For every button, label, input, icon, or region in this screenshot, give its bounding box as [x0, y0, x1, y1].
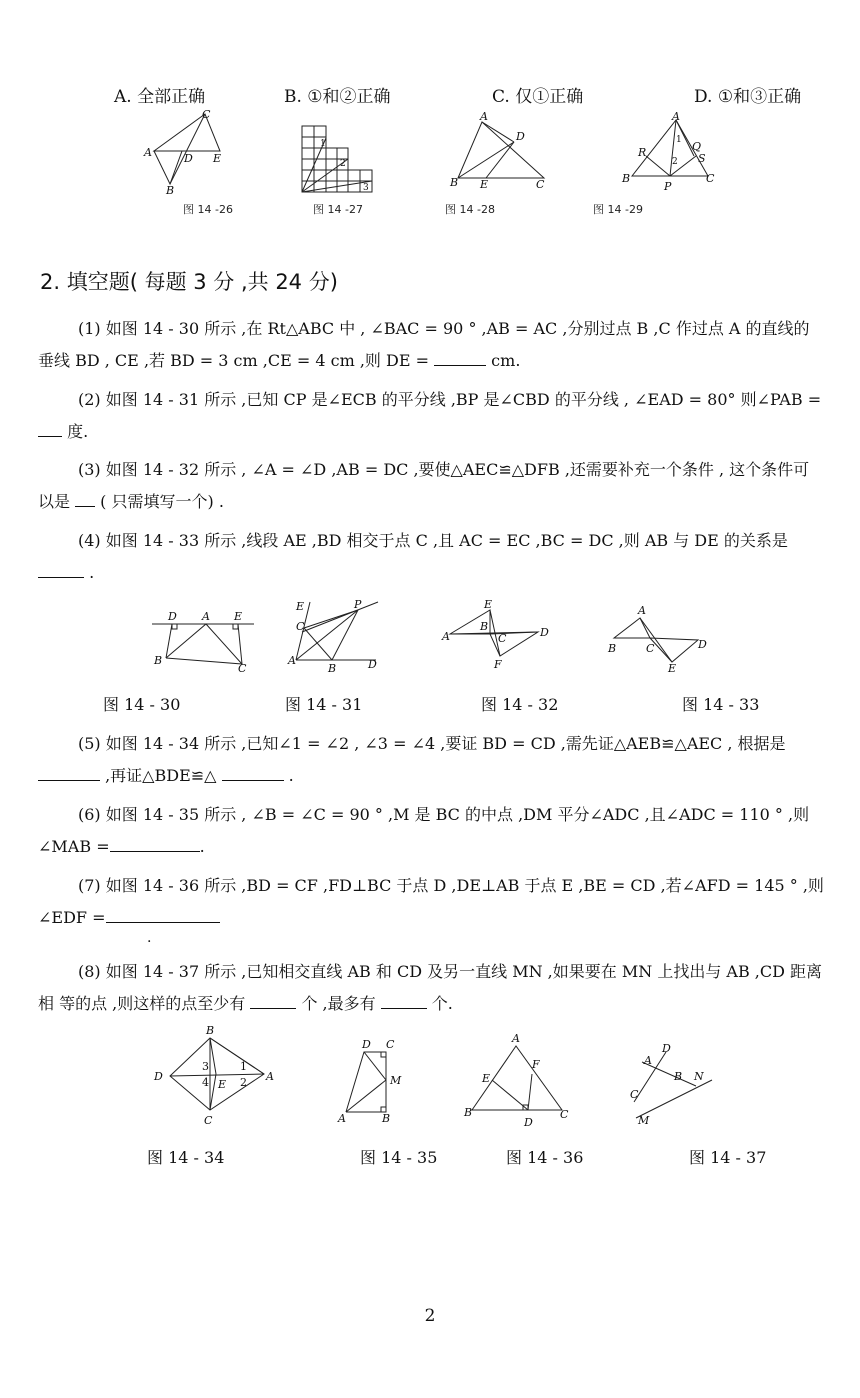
figure-14-26 [140, 106, 240, 196]
figure-14-29 [620, 112, 720, 192]
svg-text:2: 2 [672, 157, 678, 167]
svg-text:C: C [646, 642, 655, 655]
section-heading: 2. 填空题( 每题 3 分 ,共 24 分) [40, 270, 338, 294]
svg-text:R: R [638, 146, 647, 159]
svg-text:3: 3 [363, 183, 369, 193]
svg-text:E: E [218, 1078, 227, 1091]
svg-text:D: D [540, 626, 549, 639]
answer-blank[interactable] [434, 349, 486, 366]
answer-blank[interactable] [75, 490, 95, 507]
svg-text:C: C [498, 632, 507, 645]
svg-text:M: M [638, 1114, 650, 1127]
svg-text:B: B [674, 1070, 683, 1083]
svg-text:D: D [662, 1042, 671, 1055]
option-b: B. ①和②正确 [284, 87, 391, 107]
svg-text:B: B [464, 1106, 473, 1119]
svg-text:B: B [206, 1024, 215, 1037]
svg-text:S: S [698, 152, 706, 165]
stray-dot: . [147, 930, 152, 946]
caption-14-35: 图 14 - 35 [360, 1148, 438, 1167]
option-a: A. 全部正确 [114, 87, 206, 107]
question-2: (2) 如图 14 - 31 所示 ,已知 CP 是∠ECB 的平分线 ,BP 是∠CBD 的平分线 , ∠EAD = 80° 则∠PAB = 度. [38, 384, 824, 448]
svg-text:3: 3 [202, 1060, 209, 1073]
question-1: (1) 如图 14 - 30 所示 ,在 Rt△ABC 中 , ∠BAC = 90 ° ,AB = AC ,分别过点 B ,C 作过点 A 的直线的垂线 BD , CE ,若 BD = 3 cm ,CE = 4 cm ,则 DE = cm. [38, 319, 810, 370]
svg-text:A: A [638, 604, 646, 617]
svg-text:4: 4 [202, 1076, 209, 1089]
svg-text:D: D [168, 610, 177, 623]
page-number: 2 [424, 1306, 436, 1326]
svg-text:C: C [238, 662, 247, 675]
svg-text:E: E [482, 1072, 491, 1085]
svg-text:B: B [328, 662, 337, 675]
answer-blank[interactable] [106, 906, 220, 923]
svg-text:Q: Q [692, 140, 702, 153]
svg-text:A: A [144, 146, 152, 159]
caption-14-26: 图 14 -26 [183, 203, 233, 216]
svg-text:D: D [154, 1070, 163, 1083]
figure-14-31 [288, 598, 392, 675]
figure-14-34 [152, 1024, 282, 1128]
svg-text:D: D [516, 130, 525, 143]
question-7: (7) 如图 14 - 36 所示 ,BD = CF ,FD⊥BC 于点 D ,DE⊥AB 于点 E ,BE = CD ,若∠AFD = 145 ° ,则∠EDF = [38, 876, 824, 927]
svg-text:2: 2 [240, 1076, 247, 1089]
figure-14-33 [606, 604, 716, 676]
svg-text:C: C [386, 1038, 395, 1051]
svg-text:E: E [480, 178, 489, 191]
caption-14-30: 图 14 - 30 [103, 695, 181, 714]
answer-blank[interactable] [222, 764, 284, 781]
svg-text:A: A [288, 654, 296, 667]
svg-text:1: 1 [676, 135, 682, 145]
caption-14-34: 图 14 - 34 [147, 1148, 225, 1167]
option-d: D. ①和③正确 [694, 87, 802, 107]
figure-14-32 [442, 596, 552, 676]
svg-text:D: D [184, 152, 193, 165]
answer-blank[interactable] [381, 992, 427, 1009]
question-4: (4) 如图 14 - 33 所示 ,线段 AE ,BD 相交于点 C ,且 AC = EC ,BC = DC ,则 AB 与 DE 的关系是 . [38, 525, 824, 589]
svg-text:E: E [296, 600, 305, 613]
svg-text:B: B [622, 172, 631, 185]
svg-text:A: A [672, 110, 680, 123]
caption-14-37: 图 14 - 37 [689, 1148, 767, 1167]
figure-14-36 [462, 1032, 582, 1132]
figure-14-35 [336, 1040, 416, 1128]
svg-text:E: E [668, 662, 677, 675]
svg-text:D: D [698, 638, 707, 651]
svg-text:C: C [204, 1114, 213, 1127]
svg-text:B: B [480, 620, 489, 633]
caption-14-31: 图 14 - 31 [285, 695, 363, 714]
svg-text:B: B [154, 654, 163, 667]
figure-14-27 [300, 124, 380, 196]
svg-text:A: A [202, 610, 210, 623]
svg-text:N: N [694, 1070, 704, 1083]
svg-text:C: C [296, 620, 305, 633]
answer-blank[interactable] [38, 561, 84, 578]
svg-text:A: A [442, 630, 450, 643]
svg-text:B: B [608, 642, 617, 655]
caption-14-29: 图 14 -29 [593, 203, 643, 216]
svg-text:C: C [560, 1108, 569, 1121]
figure-14-28 [448, 112, 558, 192]
figure-14-37 [628, 1042, 718, 1126]
svg-text:1: 1 [320, 139, 326, 149]
svg-text:B: B [450, 176, 459, 189]
svg-text:A: A [644, 1054, 652, 1067]
caption-14-28: 图 14 -28 [445, 203, 495, 216]
figure-14-30 [150, 612, 260, 674]
option-c: C. 仅①正确 [492, 87, 584, 107]
caption-14-33: 图 14 - 33 [682, 695, 760, 714]
caption-14-27: 图 14 -27 [313, 203, 363, 216]
svg-text:C: C [536, 178, 545, 191]
svg-text:A: A [338, 1112, 346, 1125]
svg-text:M: M [390, 1074, 402, 1087]
svg-text:B: B [166, 184, 175, 197]
question-8: (8) 如图 14 - 37 所示 ,已知相交直线 AB 和 CD 及另一直线 MN ,如果要在 MN 上找出与 AB ,CD 距离相 等的点 ,则这样的点至少有 个 ,最多有 个. [38, 962, 823, 1013]
svg-text:F: F [532, 1058, 540, 1071]
caption-14-32: 图 14 - 32 [481, 695, 559, 714]
svg-text:A: A [266, 1070, 274, 1083]
svg-text:A: A [480, 110, 488, 123]
question-3: (3) 如图 14 - 32 所示 , ∠A = ∠D ,AB = DC ,要使△AEC≌△DFB ,还需要补充一个条件 , 这个条件可以是 ( 只需填写一个) . [38, 460, 810, 511]
answer-blank[interactable] [110, 835, 200, 852]
answer-blank[interactable] [38, 764, 100, 781]
answer-blank[interactable] [250, 992, 296, 1009]
answer-blank[interactable] [38, 420, 62, 437]
svg-text:P: P [354, 598, 362, 611]
svg-text:E: E [484, 598, 493, 611]
question-5: (5) 如图 14 - 34 所示 ,已知∠1 = ∠2 , ∠3 = ∠4 ,要证 BD = CD ,需先证△AEB≌△AEC , 根据是 ,再证△BDE≌△ . [38, 728, 824, 792]
caption-14-36: 图 14 - 36 [506, 1148, 584, 1167]
svg-text:E: E [234, 610, 243, 623]
svg-text:P: P [664, 180, 672, 193]
svg-text:1: 1 [240, 1060, 247, 1073]
svg-text:B: B [382, 1112, 391, 1125]
svg-text:D: D [362, 1038, 371, 1051]
svg-text:D: D [368, 658, 377, 671]
svg-text:D: D [524, 1116, 533, 1129]
question-6: (6) 如图 14 - 35 所示 , ∠B = ∠C = 90 ° ,M 是 BC 的中点 ,DM 平分∠ADC ,且∠ADC = 110 ° ,则 ∠MAB = . [38, 805, 810, 856]
svg-text:F: F [494, 658, 502, 671]
svg-text:2: 2 [340, 159, 346, 169]
svg-text:A: A [512, 1032, 520, 1045]
svg-text:C: C [202, 108, 211, 121]
svg-text:C: C [706, 172, 715, 185]
svg-text:E: E [213, 152, 222, 165]
svg-text:C: C [630, 1088, 639, 1101]
